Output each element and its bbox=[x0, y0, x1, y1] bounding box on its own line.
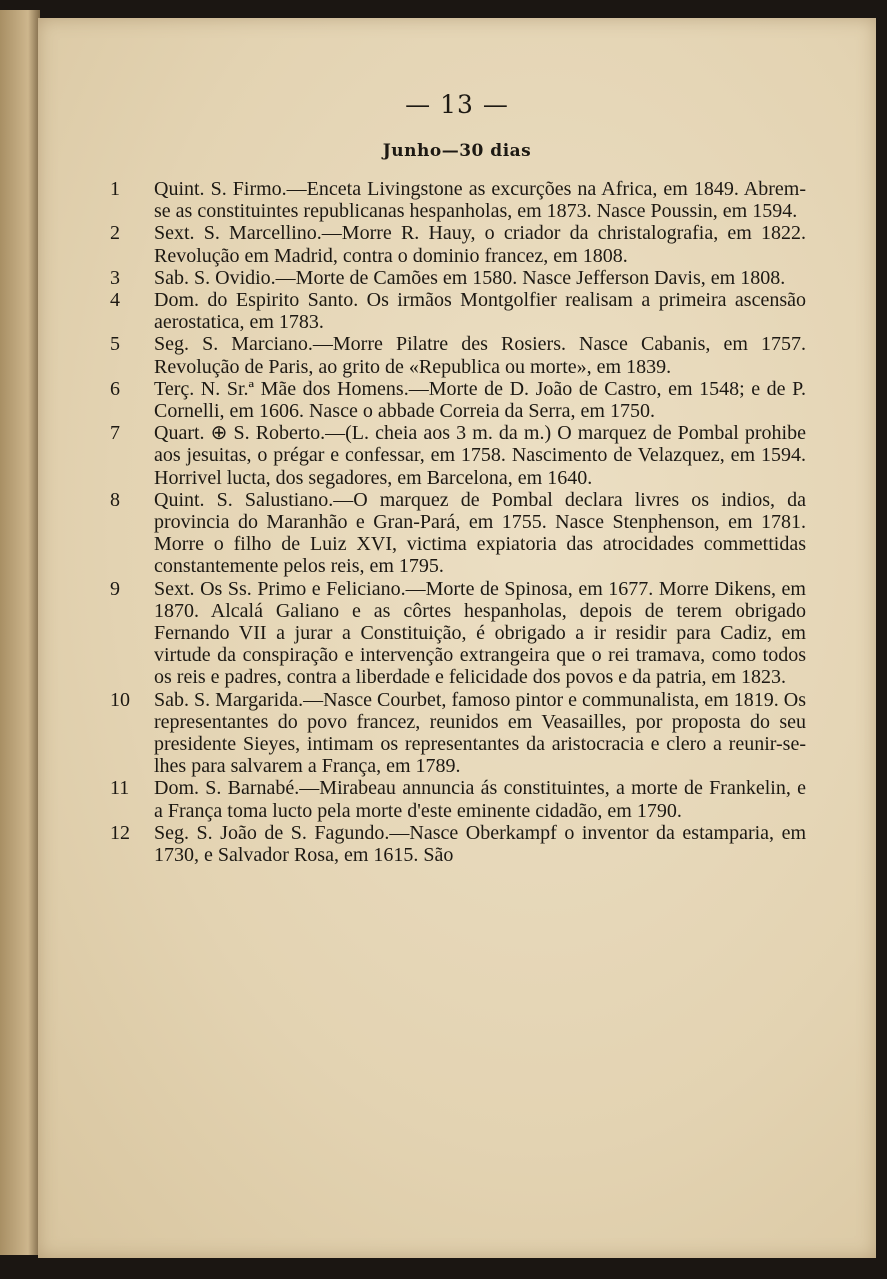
entry-day-8 bbox=[110, 488, 806, 578]
entry-day-11 bbox=[110, 777, 806, 822]
entry-day-10 bbox=[110, 688, 806, 778]
page-number: — 13 — bbox=[405, 90, 509, 119]
entry-day-4 bbox=[110, 289, 806, 334]
entry-day-7 bbox=[110, 422, 806, 489]
entry-text: Seg. S. Marciano.—Morre Pilatre des Rosiers. Nasce Cabanis, em 1757. Revolução de Paris, ao grito de «Republica ou morte», em 1839. bbox=[154, 333, 806, 378]
entry-day-3 bbox=[110, 266, 806, 289]
day-number: 7 bbox=[110, 422, 120, 445]
day-number: 10 bbox=[110, 688, 130, 711]
entry-text: Quart. ⊕ S. Roberto.—(L. cheia aos 3 m. da m.) O marquez de Pombal prohibe aos jesuitas, o prégar e confessar, em 1758. Nascimento de Velazquez, em 1594. Horrivel lucta, dos segadores, em Barcelona, em 1640. bbox=[154, 422, 806, 489]
entry-text: Quint. S. Firmo.—Enceta Livingstone as excurções na Africa, em 1849. Abrem-se as constituintes republicanas hespanholas, em 1873. Nasce Poussin, em 1594. bbox=[154, 178, 806, 223]
adjacent-page-edge bbox=[0, 10, 40, 1255]
entry-text: Dom. do Espirito Santo. Os irmãos Montgolfier realisam a primeira ascensão aerostatica, em 1783. bbox=[154, 289, 806, 334]
entry-day-2 bbox=[110, 222, 806, 267]
day-number: 12 bbox=[110, 821, 130, 844]
day-number: 5 bbox=[110, 333, 120, 356]
entry-text: Quint. S. Salustiano.—O marquez de Pombal declara livres os indios, da provincia do Maranhão e Gran-Pará, em 1755. Nasce Stenphenson, em 1781. Morre o filho de Luiz XVI, victima expiatoria das atrocidades commettidas constantemente pelos reis, em 1795. bbox=[154, 488, 806, 578]
day-number: 8 bbox=[110, 488, 120, 511]
entry-text: Terç. N. Sr.ª Mãe dos Homens.—Morte de D. João de Castro, em 1548; e de P. Cornelli, em 1606. Nasce o abbade Correia da Serra, em 1750. bbox=[154, 377, 806, 423]
entry-text: Sab. S. Ovidio.—Morte de Camões em 1580. Nasce Jefferson Davis, em 1808. bbox=[154, 266, 786, 289]
almanac-entries bbox=[110, 178, 806, 867]
book-page bbox=[38, 18, 876, 1258]
entry-text: Sab. S. Margarida.—Nasce Courbet, famoso pintor e communalista, em 1819. Os representantes do povo francez, reunidos em Veasailles, por proposta do seu presidente Sieyes, intimam os representantes da aristocracia e clero a reunir-se-lhes para salvarem a França, em 1789. bbox=[154, 688, 806, 778]
day-number: 3 bbox=[110, 266, 120, 289]
entry-text: Sext. S. Marcellino.—Morre R. Hauy, o criador da christalografia, em 1822. Revolução em Madrid, contra o dominio francez, em 1808. bbox=[154, 222, 806, 267]
day-number: 9 bbox=[110, 577, 120, 600]
day-number: 6 bbox=[110, 377, 120, 400]
day-number: 2 bbox=[110, 222, 120, 245]
day-number: 11 bbox=[110, 777, 130, 800]
entry-text: Sext. Os Ss. Primo e Feliciano.—Morte de Spinosa, em 1677. Morre Dikens, em 1870. Alcalá Galiano e as côrtes hespanholas, depois de terem obrigado Fernando VII a jurar a Constituição, é obrigado a ir residir para Cadiz, em virtude da conspiração e intervenção extrangeira que o rei tramava, como todos os reis e padres, contra a liberdade e felicidade dos povos e da patria, em 1823. bbox=[154, 577, 806, 689]
entry-day-5 bbox=[110, 333, 806, 378]
month-heading: Junho—30 dias bbox=[382, 141, 532, 161]
entry-text: Seg. S. João de S. Fagundo.—Nasce Oberkampf o inventor da estamparia, em 1730, e Salvador Rosa, em 1615. São bbox=[154, 821, 806, 867]
entry-text: Dom. S. Barnabé.—Mirabeau annuncia ás constituintes, a morte de Frankelin, e a França toma lucto pela morte d'este eminente cidadão, em 1790. bbox=[154, 777, 806, 822]
entry-day-6 bbox=[110, 377, 806, 423]
entry-day-12 bbox=[110, 821, 806, 867]
day-number: 4 bbox=[110, 289, 120, 312]
entry-day-9 bbox=[110, 577, 806, 689]
day-number: 1 bbox=[110, 178, 120, 200]
entry-day-1 bbox=[110, 178, 806, 223]
